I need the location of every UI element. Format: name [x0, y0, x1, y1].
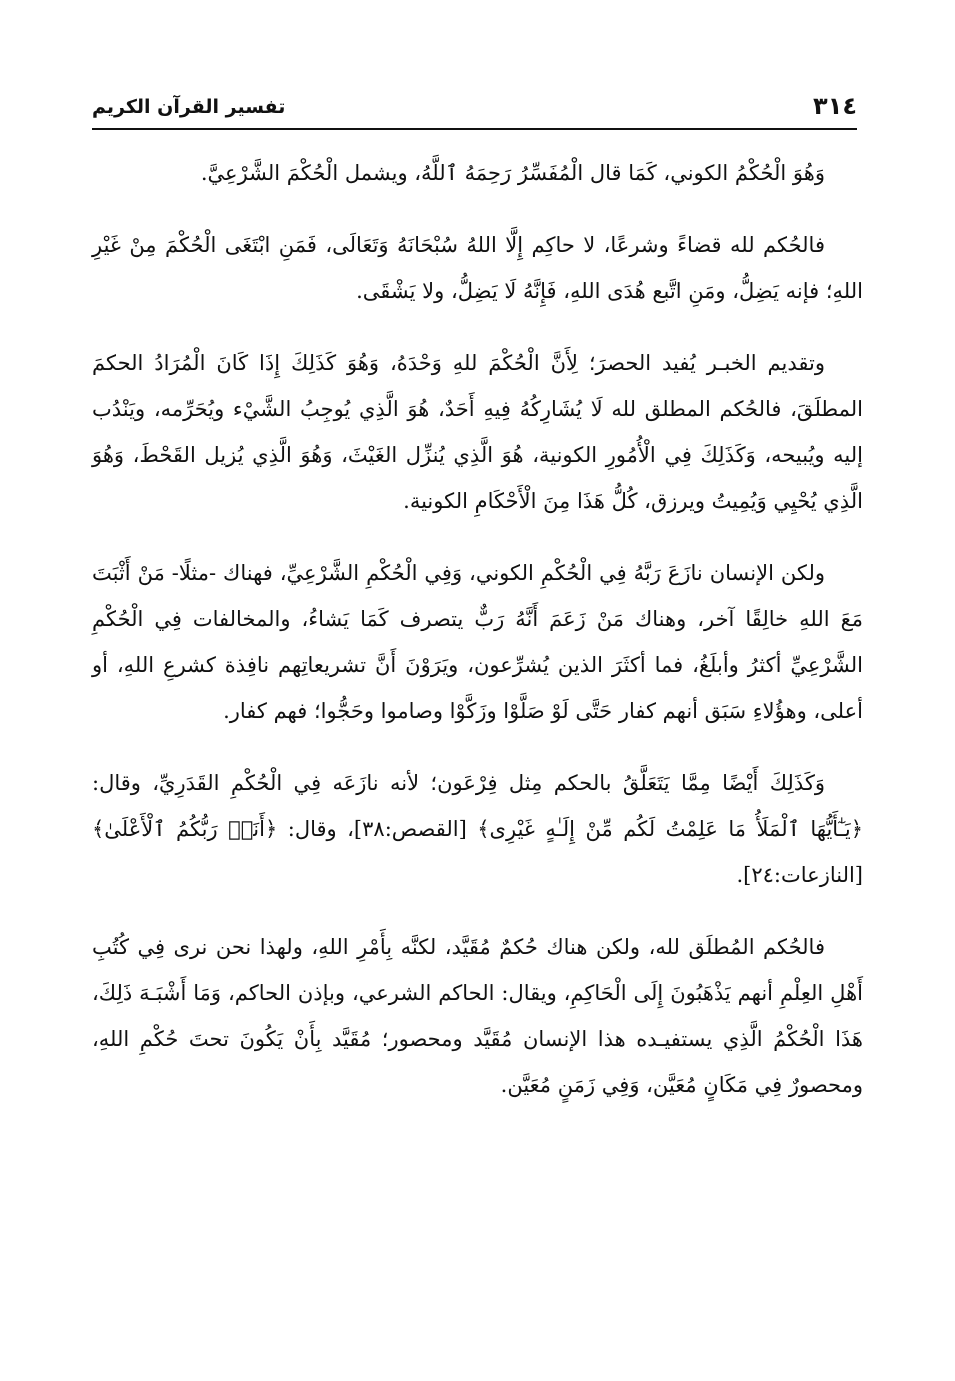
paragraph-3: وتقديم الخبـر يُفيد الحصرَ؛ لِأَنَّ الْحُكْمَ للهِ وَحْدَهُ، وَهُوَ كَذَلِكَ إِذَا كَانَ الْمُرَادُ الحكمَ المطلَقَ، فالحُكم المطلق لله لَا يُشَارِكُهُ فِيهِ أَحَدٌ، هُوَ الَّذِي يُوجِبُ الشَّيْء ويُحَرِّمه، ويَنْدُب إليه ويُبيحه، وَكَذَلِكَ فِي الْأُمُورِ الكونية، هُوَ الَّذِي يُنزِّل الغَيْثَ، وَهُوَ الَّذِي يُزيل القَحْطَ، وَهُوَ الَّذِي يُحْيِي وَيُمِيتُ ويرزق، كُلُّ هَذَا مِنَ الْأَحْكَامِ الكونية. — [92, 351, 863, 513]
page-body — [92, 150, 863, 1125]
page-number: ٣١٤ — [813, 92, 857, 120]
paragraph-4: ولكن الإنسان نازَعَ رَبَّهُ فِي الْحُكْمِ الكوني، وَفِي الْحُكْمِ الشَّرْعِيِّ، فهناك -مثلًا- مَنْ أَثْبَتَ مَعَ اللهِ خالِقًا آخر، وهناك مَنْ زَعَمَ أَنَّهُ رَبٌّ يتصرف كَمَا يَشاءُ، والمخالفات فِي الْحُكْمِ الشَّرْعِيِّ أكثرُ وأبلَغُ، فما أكثَرَ الذين يُشرِّعون، ويَرَوْنَ أَنَّ تشريعاتِهم نافِذة كشرعِ اللهِ، أو أعلى، وهؤُلاءِ سَبَق أنهم كفار حَتَّى لَوْ صَلَّوْا وزَكَّوْا وصاموا وحَجُّوا؛ فهم كفار. — [92, 561, 863, 723]
book-title: تفسير القرآن الكريم — [92, 96, 286, 118]
paragraph-2: فالحُكم لله قضاءً وشرعًا، لا حاكِم إِلَّا اللهُ سُبْحَانَهُ وَتَعَالَى، فَمَنِ ابْتَغَى الْحُكْمَ مِنْ غَيْرِ اللهِ؛ فإنه يَضِلُّ، ومَنِ اتَّبع هُدَى اللهِ، فَإِنَّهُ لَا يَضِلُّ، ولا يَشْقَى. — [92, 233, 863, 303]
paragraph-6: فالحُكم المُطلَق لله، ولكن هناك حُكمٌ مُقَيَّد، لكنَّه بِأَمْرِ اللهِ، ولهذا نحن نرى فِي كُتُبِ أَهْلِ العِلْمِ أنهم يَذْهَبُونَ إِلَى الْحَاكِمِ، ويقال: الحاكم الشرعي، وبإذن الحاكم، وَمَا أَشْبَـهَ ذَلِكَ، هَذَا الْحُكْمُ الَّذِي يستفيـده هذا الإنسان مُقَيَّد ومحصور؛ مُقَيَّد بِأَنْ يَكُونَ تحتَ حُكْمِ اللهِ، ومحصورٌ فِي مَكَانٍ مُعَيَّن، وَفِي زَمَنٍ مُعَيَّن. — [92, 935, 863, 1097]
paragraph-1: وَهُوَ الْحُكْمُ الكوني، كَمَا قال الْمُفَسِّرُ رَحِمَهُ ٱللَّهُ، ويشمل الْحُكْمَ الشَّرْعِيَّ. — [200, 161, 825, 185]
paragraph-5: وَكَذَلِكَ أَيْضًا مِمَّا يَتَعَلَّقُ بالحكم مِثل فِرْعَون؛ لأنه نازَعَه فِي الْحُكْمِ القَدَرِيِّ، وقال: ﴿يَـٰٓأَيُّهَا ٱلْمَلَأُ مَا عَلِمْتُ لَكُم مِّنْ إِلَـٰهٍ غَيْرِى﴾ [القصص:٣٨]، وقال: ﴿أَنَا۠ رَبُّكُمُ ٱلْأَعْلَىٰ﴾ [النازعات:٢٤]. — [92, 771, 864, 887]
page-header — [92, 88, 857, 130]
